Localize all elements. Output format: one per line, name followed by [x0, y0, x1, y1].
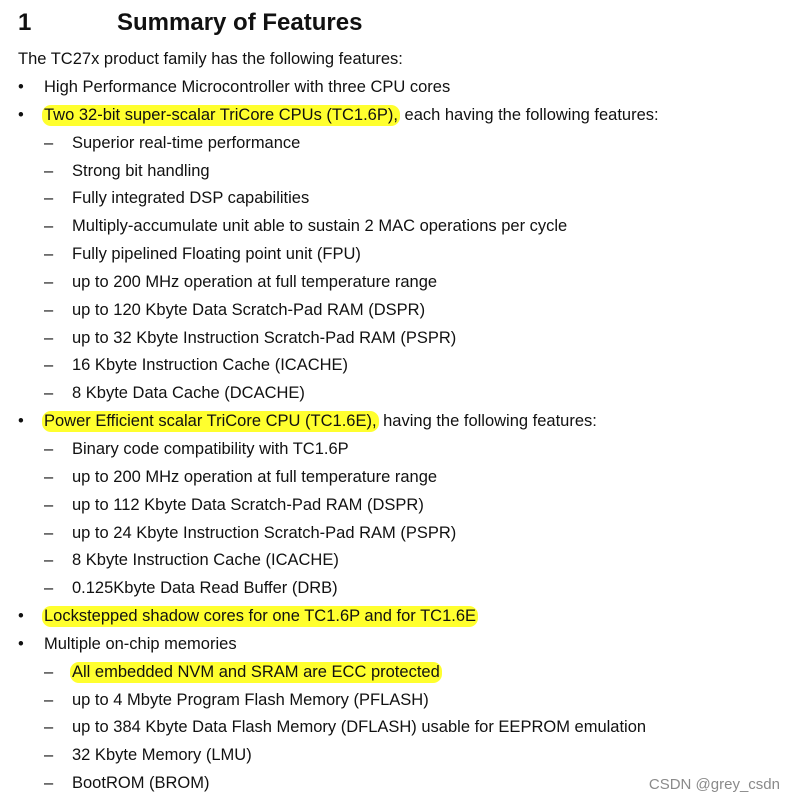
section-title: Summary of Features — [117, 9, 363, 36]
sub-item — [0, 325, 792, 353]
item-plain-text: High Performance Microcontroller with three CPU cores — [44, 78, 451, 96]
bullet-marker: • — [18, 607, 24, 626]
highlighted-text: All embedded NVM and SRAM are ECC protected — [72, 662, 440, 681]
dash-marker: – — [44, 718, 54, 737]
item-plain-text: up to 4 Mbyte Program Flash Memory (PFLASH) — [72, 690, 429, 709]
item-plain-text: Binary code compatibility with TC1.6P — [72, 439, 349, 458]
item-text — [72, 130, 300, 156]
dash-marker: – — [44, 384, 54, 403]
sub-item — [0, 269, 792, 297]
dash-marker: – — [44, 189, 54, 208]
item-plain-text: up to 112 Kbyte Data Scratch-Pad RAM (DSPR) — [72, 495, 424, 514]
item-plain-text: 32 Kbyte Memory (LMU) — [72, 746, 252, 765]
item-text — [72, 213, 567, 239]
item-text — [44, 631, 237, 657]
dash-marker: – — [44, 579, 54, 598]
sub-item — [0, 687, 792, 715]
item-plain-text: 8 Kbyte Data Cache (DCACHE) — [72, 384, 305, 403]
dash-marker: – — [44, 245, 54, 264]
item-plain-text: Multiple on-chip memories — [44, 634, 237, 653]
sub-item — [0, 380, 792, 408]
item-text — [72, 714, 646, 740]
item-plain-text: BootROM (BROM) — [72, 774, 210, 793]
dash-marker: – — [44, 746, 54, 765]
sub-item — [0, 575, 792, 603]
item-rest-text: each having the following features: — [399, 105, 659, 124]
item-plain-text: up to 24 Kbyte Instruction Scratch-Pad RAM (PSPR) — [72, 523, 457, 542]
bullet-marker: • — [18, 105, 24, 124]
item-plain-text: up to 384 Kbyte Data Flash Memory (DFLASH) usable for EEPROM emulation — [72, 718, 647, 737]
dash-marker: – — [44, 467, 54, 486]
sub-item — [0, 130, 792, 158]
item-plain-text: 0.125Kbyte Data Read Buffer (DRB) — [72, 579, 338, 598]
item-text — [72, 241, 361, 267]
item-text — [72, 687, 429, 713]
dash-marker: – — [44, 551, 54, 570]
item-text — [44, 408, 597, 434]
item-text — [44, 603, 478, 629]
sub-item — [0, 714, 792, 742]
bullet-item — [0, 603, 792, 631]
sub-item — [0, 185, 792, 213]
item-plain-text: 16 Kbyte Instruction Cache (ICACHE) — [72, 356, 349, 375]
item-plain-text: Multiply-accumulate unit able to sustain 2 MAC operations per cycle — [72, 217, 568, 236]
item-text — [44, 102, 659, 128]
item-text — [72, 659, 442, 685]
item-plain-text: Fully integrated DSP capabilities — [72, 189, 310, 208]
item-text — [72, 464, 437, 490]
highlighted-text: Two 32-bit super-scalar TriCore CPUs (TC1.6P), — [44, 105, 398, 124]
item-plain-text: Superior real-time performance — [72, 133, 301, 152]
item-plain-text: up to 120 Kbyte Data Scratch-Pad RAM (DSPR) — [72, 300, 426, 319]
section-heading — [18, 8, 362, 38]
bullet-item — [0, 631, 792, 659]
sub-item — [0, 547, 792, 575]
intro-paragraph: The TC27x product family has the following features: — [18, 50, 403, 68]
sub-item — [0, 241, 792, 269]
watermark: CSDN @grey_csdn — [648, 776, 780, 793]
item-text — [72, 269, 437, 295]
item-plain-text: up to 200 MHz operation at full temperature range — [72, 467, 438, 486]
item-text — [72, 742, 252, 768]
section-number: 1 — [18, 9, 32, 36]
item-text — [72, 575, 338, 601]
item-rest-text: having the following features: — [378, 412, 597, 431]
bullet-item — [0, 408, 792, 436]
item-plain-text: Strong bit handling — [72, 161, 210, 180]
item-text — [72, 492, 424, 518]
sub-item — [0, 659, 792, 687]
dash-marker: – — [44, 300, 54, 319]
sub-item — [0, 520, 792, 548]
dash-marker: – — [44, 217, 54, 236]
item-plain-text: up to 200 MHz operation at full temperature range — [72, 272, 438, 291]
item-text — [44, 74, 450, 100]
sub-item — [0, 492, 792, 520]
item-text — [72, 158, 210, 184]
sub-item — [0, 158, 792, 186]
highlighted-text: Lockstepped shadow cores for one TC1.6P and for TC1.6E — [44, 607, 477, 626]
dash-marker: – — [44, 662, 54, 681]
item-plain-text: Fully pipelined Floating point unit (FPU) — [72, 245, 361, 264]
sub-item — [0, 464, 792, 492]
item-text — [72, 770, 210, 796]
item-plain-text: up to 32 Kbyte Instruction Scratch-Pad RAM (PSPR) — [72, 328, 457, 347]
item-text — [72, 380, 305, 406]
dash-marker: – — [44, 328, 54, 347]
dash-marker: – — [44, 439, 54, 458]
sub-item — [0, 297, 792, 325]
item-plain-text: 8 Kbyte Instruction Cache (ICACHE) — [72, 551, 339, 570]
bullet-item — [0, 102, 792, 130]
dash-marker: – — [44, 690, 54, 709]
item-text — [72, 325, 456, 351]
dash-marker: – — [44, 356, 54, 375]
bullet-item — [0, 74, 792, 102]
bullet-marker: • — [18, 78, 24, 96]
sub-item — [0, 213, 792, 241]
item-text — [72, 297, 425, 323]
highlighted-text: Power Efficient scalar TriCore CPU (TC1.6E), — [44, 412, 377, 431]
sub-item — [0, 436, 792, 464]
dash-marker: – — [44, 272, 54, 291]
item-text — [72, 520, 456, 546]
dash-marker: – — [44, 774, 54, 793]
bullet-marker: • — [18, 412, 24, 431]
feature-list — [0, 74, 792, 798]
dash-marker: – — [44, 523, 54, 542]
dash-marker: – — [44, 161, 54, 180]
item-text — [72, 352, 348, 378]
sub-item — [0, 352, 792, 380]
sub-item — [0, 742, 792, 770]
item-text — [72, 436, 349, 462]
bullet-marker: • — [18, 634, 24, 653]
item-text — [72, 547, 339, 573]
dash-marker: – — [44, 495, 54, 514]
dash-marker: – — [44, 133, 54, 152]
item-text — [72, 185, 309, 211]
